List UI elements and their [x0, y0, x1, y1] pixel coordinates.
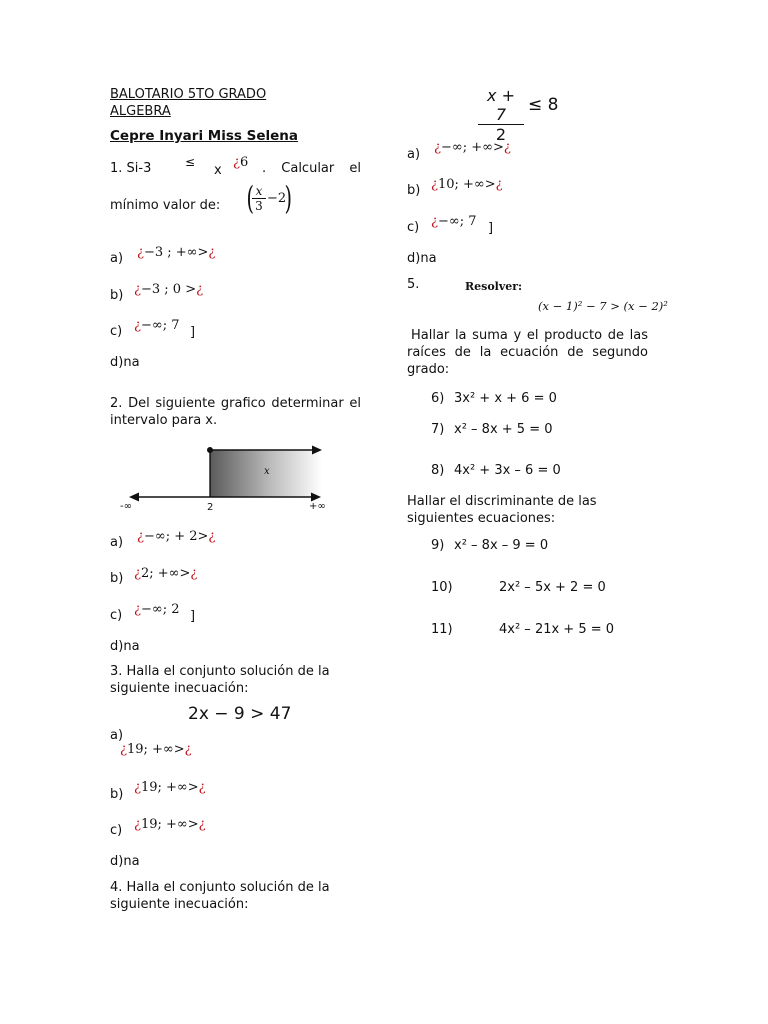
root-item-8-num: 8): [431, 463, 445, 478]
q3-opt-a-body: 19; +∞>: [126, 742, 185, 757]
q1-option-b-label: b): [110, 288, 124, 303]
q4-opt-a-q2: ¿: [503, 140, 511, 155]
disc-item-11-num: 11): [431, 622, 453, 637]
q3-opt-b-body: 19; +∞>: [140, 780, 199, 795]
q3-option-b-label: b): [110, 787, 124, 802]
q3-opt-b-q: ¿: [134, 780, 141, 795]
q4-ineq-rest: ≤ 8: [528, 95, 559, 115]
q3-opt-a-q: ¿: [120, 742, 127, 757]
q1-bound-val: 6: [239, 155, 249, 170]
q4-opt-c-body: −∞; 7: [437, 214, 477, 229]
q4-fraction: [478, 86, 524, 144]
q5-resolver: Resolver:: [465, 280, 523, 293]
doc-subtitle: Cepre Inyari Miss Selena: [110, 128, 298, 144]
q4-option-c-close: ]: [488, 221, 494, 236]
root-item-8-eq: 4x² + 3x – 6 = 0: [454, 463, 561, 478]
q2-left-end: -∞: [120, 501, 132, 512]
q4-opt-b-q2: ¿: [495, 177, 503, 192]
q3-opt-c-body: 19; +∞>: [140, 817, 199, 832]
q2-opt-c-body: −∞; 2: [140, 602, 180, 617]
q2-option-c-close: ]: [190, 609, 196, 624]
q3-opt-c-q2: ¿: [198, 817, 206, 832]
q1-lead: 1. Si-3: [110, 161, 152, 176]
q1-opt-b-q2: ¿: [196, 282, 204, 297]
q3-text-line1: 3. Halla el conjunto solución de la: [110, 664, 330, 679]
q4-frac-den: 2: [495, 125, 507, 144]
q4-text-line1: 4. Halla el conjunto solución de la: [110, 880, 330, 895]
q2-region-label: x: [264, 466, 270, 477]
q5-equation: (x − 1)² − 7 > (x − 2)²: [538, 299, 668, 313]
q1-option-c-label: c): [110, 324, 123, 339]
paren-left: (: [246, 179, 254, 217]
disc-instruction-line1: Hallar el discriminante de las: [407, 494, 597, 509]
q2-option-b: [134, 565, 197, 582]
q4-option-c-label: c): [407, 220, 420, 235]
q2-opt-b-body: 2; +∞>: [140, 566, 191, 581]
q1-opt-b-q: ¿: [134, 282, 141, 297]
q3-option-a-label: a): [110, 728, 124, 743]
q2-option-b-label: b): [110, 571, 124, 586]
q4-opt-a-q: ¿: [434, 140, 441, 155]
q2-option-a: [137, 528, 215, 545]
q4-option-d: d)na: [407, 251, 437, 266]
disc-item-10-eq: 2x² – 5x + 2 = 0: [499, 580, 606, 595]
q2-opt-a-q2: ¿: [208, 529, 216, 544]
q4-opt-c-q: ¿: [431, 214, 438, 229]
q4-opt-b-body: 10; +∞>: [437, 177, 496, 192]
q1-option-a-label: a): [110, 251, 124, 266]
root-item-6-eq: 3x² + x + 6 = 0: [454, 391, 557, 406]
q2-opt-b-q2: ¿: [190, 566, 198, 581]
q2-opt-a-body: −∞; + 2>: [143, 529, 209, 544]
root-item-6-num: 6): [431, 391, 445, 406]
q4-option-b: [431, 176, 503, 193]
q3-opt-b-q2: ¿: [198, 780, 206, 795]
q4-option-a: [434, 139, 511, 156]
disc-instruction-line2: siguientes ecuaciones:: [407, 511, 556, 526]
q3-text-line2: siguiente inecuación:: [110, 681, 249, 696]
q2-option-c: [134, 601, 180, 618]
q1-option-c-close: ]: [190, 325, 196, 340]
q4-option-c: [431, 213, 477, 230]
q1-opt-a-q2: ¿: [208, 245, 216, 260]
disc-item-10-num: 10): [431, 580, 453, 595]
q4-option-a-label: a): [407, 147, 421, 162]
q1-option-b: [134, 281, 203, 298]
q1-option-c: [134, 317, 180, 334]
disc-item-9-eq: x² – 8x – 9 = 0: [454, 538, 549, 553]
root-item-7-num: 7): [431, 422, 445, 437]
q2-option-d: d)na: [110, 639, 140, 654]
q4-text-line2: siguiente inecuación:: [110, 897, 249, 912]
q1-option-a: [137, 244, 215, 261]
disc-item-9-num: 9): [431, 538, 445, 553]
q4-frac-num: x + 7: [478, 86, 524, 125]
q3-option-a: [120, 741, 192, 758]
q2-text: 2. Del siguiente grafico determinar el intervalo para x.: [110, 396, 361, 428]
paren-right: ): [284, 179, 292, 217]
q1-opt-c-q: ¿: [134, 318, 141, 333]
q1-fraction: [252, 184, 266, 213]
q3-option-c-label: c): [110, 823, 123, 838]
doc-title-line1: BALOTARIO 5TO GRADO: [110, 87, 267, 102]
q4-opt-b-q: ¿: [431, 177, 438, 192]
q2-opt-b-q: ¿: [134, 566, 141, 581]
q2-option-a-label: a): [110, 535, 124, 550]
q1-frac-num: x: [252, 184, 266, 199]
q1-frac-den: 3: [255, 199, 263, 213]
q3-inequality: 2x − 9 > 47: [188, 704, 292, 724]
q2-opt-a-q: ¿: [137, 529, 144, 544]
q1-leq: ≤: [185, 155, 196, 169]
q1-opt-a-q: ¿: [137, 245, 144, 260]
q3-opt-c-q: ¿: [134, 817, 141, 832]
q2-opt-c-q: ¿: [134, 602, 141, 617]
q3-opt-a-q2: ¿: [184, 742, 192, 757]
q2-number-line-diagram: [115, 440, 330, 515]
q1-calc: [262, 160, 361, 177]
q1-expr-rest: −2: [267, 191, 287, 206]
q1-opt-c-body: −∞; 7: [140, 318, 180, 333]
q3-option-b: [134, 779, 206, 796]
doc-title-line2: ALGEBRA: [110, 104, 171, 119]
q3-option-d: d)na: [110, 854, 140, 869]
root-item-7-eq: x² – 8x + 5 = 0: [454, 422, 553, 437]
q1-option-d: d)na: [110, 355, 140, 370]
q4-inequality: [478, 86, 568, 144]
q2-option-c-label: c): [110, 608, 123, 623]
q4-opt-a-body: −∞; +∞>: [440, 140, 504, 155]
q3-option-c: [134, 816, 206, 833]
q1-calc-text: . Calcular el: [262, 161, 361, 176]
q1-expression: [244, 180, 292, 220]
q1-bound: [233, 154, 248, 171]
q2-right-end: +∞: [309, 501, 326, 512]
q1-line2: mínimo valor de:: [110, 198, 221, 213]
q5-number: 5.: [407, 277, 420, 292]
q1-opt-b-body: −3 ; 0 >: [140, 282, 197, 297]
q1-bound-mark: ¿: [233, 155, 240, 170]
disc-item-11-eq: 4x² – 21x + 5 = 0: [499, 622, 615, 637]
q2-closed-point: [207, 447, 213, 453]
q2-point-label: 2: [207, 502, 214, 513]
q4-option-b-label: b): [407, 183, 421, 198]
q1-x: x: [214, 163, 222, 178]
q1-opt-a-body: −3 ; +∞>: [143, 245, 209, 260]
roots-instruction: Hallar la suma y el producto de las raíces de la ecuación de segundo grado:: [407, 328, 648, 377]
